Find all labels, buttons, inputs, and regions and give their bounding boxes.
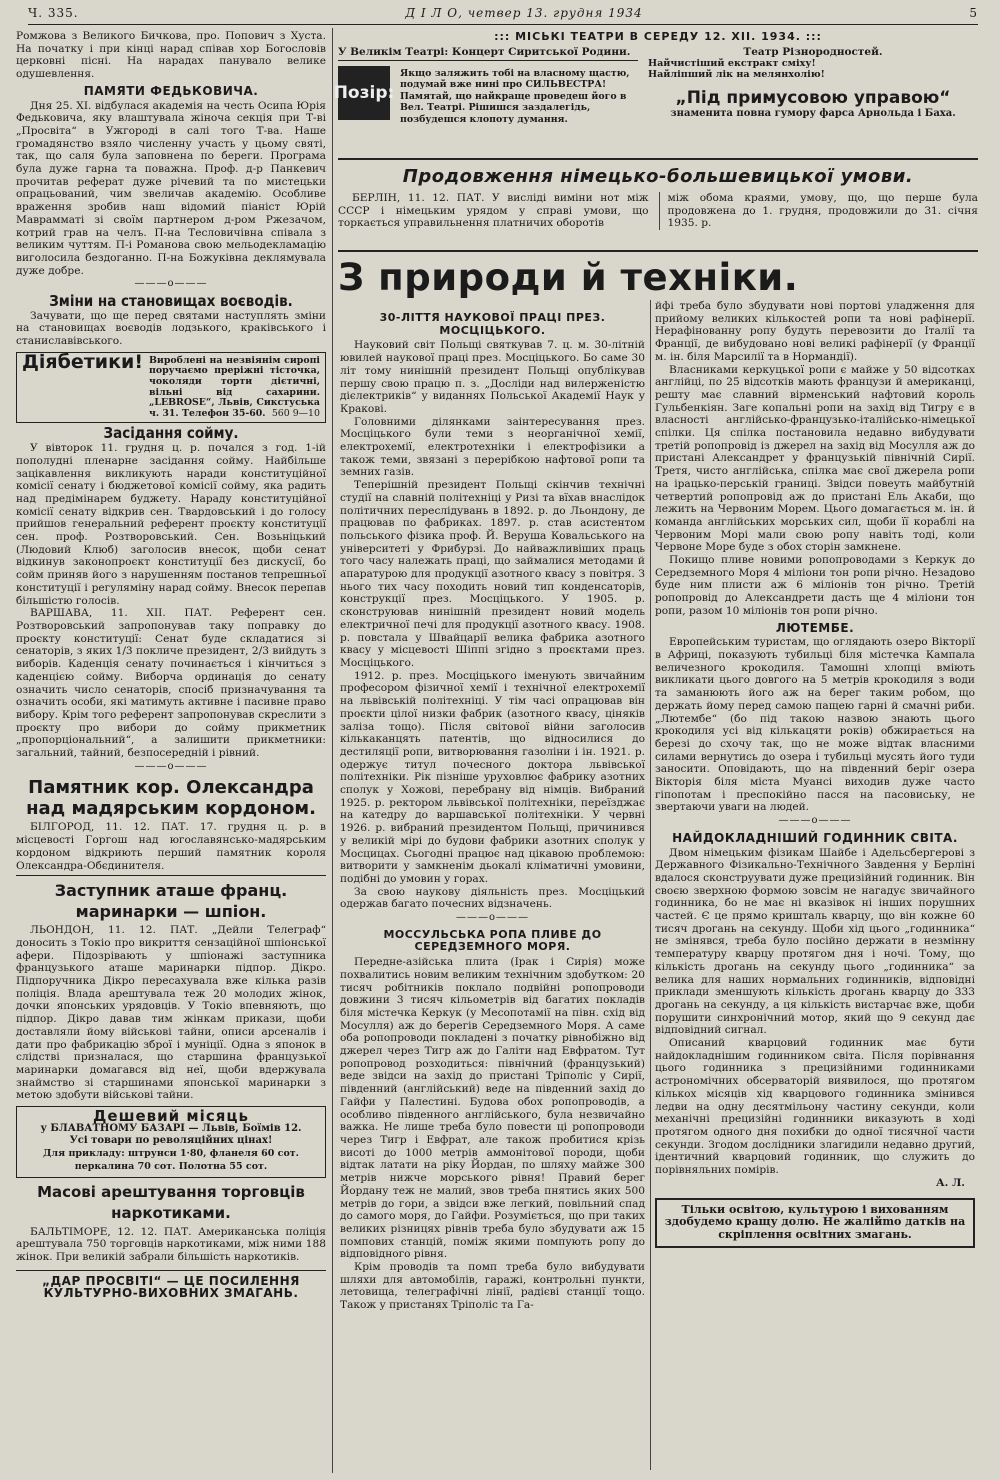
oil-text-continued-2: Власниками керкуцької ропи є майже у 50 відсотках англійці, по 25 відсотків мають французи й американці, решту має славний вірменський нафтовий король Гульбенкіян. Заге копальні ропи на захід від Тигру є в власності англійсько-французько-італійсько-німецької спілки. Ця спілка постановила недавно вибудувати третій ропопровід із джерел на захід від Мосулля аж до пристані Александрет у французькій північній Сирії. Третя, чисто англійська, спілка має свої джерела ропи на ірацько-перській границі. Звідси повеуть майбутній четвертий ропопровід аж до пристані Ель Акаби, що лежить на Червоним Морем. Цього домагається м. ін. й команда англійських морських сил, щоби її кораблі на Червоним Морі мали свою ропу навіть тоді, коли Червоне Море буде з обох сторін замкнене. [655,363,975,554]
bazaar-ad-title: Дешевий місяць [93,1107,249,1126]
zminy-text: Зачувати, що ще перед святами наступлять зміни на становищах воєводів лодзького, краківського і станиславівського. [16,309,326,348]
clock-signature: А. Л. [935,1176,965,1189]
variety-play-desc: знаменита повна гумору фарса Арнольда і Баха. [670,108,956,119]
masthead-date: Д І Л О, четвер 13. грудня 1934 [405,6,643,20]
separator: ———o——— [134,760,208,772]
page-header [28,2,978,25]
moscicki-text-1: Науковий світ Польщі святкував 7. ц. м. 30-літній ювилей наукової праці през. Мосціцького. Бо саме 30 літ тому нинішній президент Польщі опублікував першу свою працю п. з. „Досліди над вилерженістю дієлектриків“ у виданнях Польської Академії Наук у Кракові. [340,339,645,415]
moscicki-heading: 30-ЛІТТЯ НАУКОВОЇ ПРАЦІ ПРЕЗ. МОСЦІЦЬКОГО. [379,311,606,337]
divider [338,250,978,252]
moscicki-text-3: Теперішній президент Польщі скінчив технічні студії на славній політехніці у Ризі та вїхав внаслідок політичних переслідувань в 1892. р. до Льондону, де працював по фабриках. 1897. р. став асистентом польського фізика проф. Й. Веруша Ковальського на університеті у Фрибурзі. До найважливіших праць того часу належать праці, що займалися методами й апаратурою для продукції азотного квасу з повітря. З нього тих часу походить новий тип конденсаторів, конструкції през. Мосціцького. У 1905. р. сконструював нинішній президент новий модель електричної печі для продукції азотного квасу. 1908. р. повстала у Швайцарії велика фабрика азотного квасу у місцевості Шіппі згідно з проєктами през. Мосціцького. [340,479,645,669]
oil-text-continued-3: Покищо пливе новими ропопроводами з Керкук до Середземного Моря 4 мілiони тон ропи річно. Незадово буде ним плисти аж 6 міліонів тон річно. Третій ропопровід до Александрети дасть ще 4 мілiони тон ропи, разом 10 міліонів тон ропи річно. [655,554,975,617]
theatre-listings-title: ::: МІСЬКІ ТЕАТРИ В СЕРЕДУ 12. XII. 1934. ::: [494,30,822,43]
separator: ———o——— [134,278,208,290]
diabetics-ad-body: Вироблені на незвіянім сиропі поручаємо преріжні тісточка, чоколяди торти дієтичні, вільні від сахарини. „LEBROSE“, Львів, Сикстуська ч. 31. Телефон 35-60. [149,354,320,419]
pozir-label: Позір: [338,66,390,120]
oil-text-2: Крім проводів та помп треба було вибудувати шляхи для автомобілів, гаражі, контрольні пункти, летовища, телеграфічні лінії, радієві станції тощо. Також у пристанях Тріполіс та Га- [340,1261,645,1312]
moscicki-text-2: Головними ділянками заінтересування през. Мосціцького були теми з неорганічної хемії, електрохемії, електротехніки і електрофізики а також теми, звязані з перерібкою нафтової ропи та земних газів. [340,415,645,479]
oil-text-continued-1: йфі треба було збудувати нові портові уладження для прийому великих кількостей ропи та нові рафінерії. Нерафінованну ропу будуть перевозити до Італії та Франції, де вибудовано нові великі рафінерії (у Франції м. ін. біля Марсилії та в Нормандії). [655,300,975,363]
diabetics-ad-code: 560 9—10 [271,407,320,419]
oil-text-1: Передне-азійська плита (Ірак і Сирія) може похвалитись новим великим технічним здобутком: 20 тисяч робітників поклало подвійні ропопроводи довжини 3 тисяч кільометрів від багатих покладів біля містечка Керкук (у Месопотамії на півн. схід від Мосулля) аж до берегів Середземного Моря. А саме оба ропопроводи покладені з початку рівнобіжно від джерел через Тигр аж до Галіти над Евфратом. Тут ропопровод розходиться: північний (французький) веде звідси на захід до пристані Тріполіс у Сирії, південний (англійський) веде на південний захід до Гайфи у Палестині. Будова обох ропопроводів, а особливо південного англійського, була незвичайно важка. Не лише треба було повести ці ропопроводи через Тигр і Евфрат, але також пробитися крізь висоті до 1000 метрів аммонітової породи, щоби відтак латати на ріку Йордан, по шляху майже 300 метрів нижче морського рівня! Правий берег Йордану теж не малий, звов треба пнятись яких 500 метрів до гори, а звідси вже легкий, повільний спад до самого моря, до Гайфи. Розуміється, що при таких великих різницях рівнів треба було збудувати аж 15 помпових станцій, поміж якими помпують ропу до відповідного рівня. [340,956,645,1261]
seim-text-1: У вівторок 11. грудня ц. р. почался з год. 1-ій пополудні пленарне засідання сойму. Найбільше зацікавлення викликують наради конституційної комісії сенату і бюджетової комісії сойму, яка радить над предімінарем буджету. Нараду конституційної комісії сенату відкрив сен. Твардовський і до голосу прийшов генеральний референт проєкту конституції сен. проф. Розтворовський. Сен. Возьніцький (Людовий Клюб) заголосив внесок, щоби сенат відкинув законопроєкт конституції без дискусії, бо сойм приняв його з нарушенням постанов тепрешньої конституції і регуляміну нарад сойму. Внесок перепав більшістю голосів. [16,442,326,607]
spy-dateline: ЛЬОНДОН, 11. 12. ПАТ. [30,924,198,937]
column-3 [655,300,975,1468]
drugs-text-body: Американська поліція арештувала 750 торговців наркотиками, між ними 188 жінок. При великій забрали більшість наркотиків. [16,1225,326,1263]
pozir-text: Якщо заляжить тобі на власному щастю, подумай вже нині про СИЛЬВЕСТРА! Памятай, що найкраще проведеш його в Вел. Театрі. Рішишся заздалегідь, позбудешся клопоту думання. [400,68,630,125]
variety-play-title: „Під примусовою управою“ [675,88,951,108]
diabetics-ad [16,352,326,424]
variety-theatre-title: Театр Різнородностей. [743,46,883,58]
divider [16,1270,326,1271]
bazaar-ad-line-3: Для прикладу: штрунси 1·80, фланеля 60 сот. перкалина 70 сот. Полотна 55 сот. [42,1148,299,1172]
seim-dateline: ВАРШАВА, 11. XII. ПАТ. [30,607,213,620]
education-appeal-box: Тільки освітою, культурою і вихованням здобудемо кращу долю. Не жалійmo датків на скріплення освітних змагань. [655,1198,975,1248]
diabetics-ad-text [149,356,320,420]
treaty-text-right-para: між обома краями, умову, що, що перше була продовжена до 1. грудня, продовжили до 31. січня 1935. р. [667,192,978,230]
seim-text-2-body: Референт сен. Розтворовський запропонував таку поправку до проєкту конституції: Сенат буде складатися зі сенаторів, з яких 1/3 покличе президент, 2/3 вийдуть з виборів. Каденція сенату починається і кінчиться з каденцією сойму. Виборча ординація до сенату означить число сенаторів, спосіб призначування та означить особи, які матимуть активне і пасивне право вибору. Крім того референт запропонував скреслити з проєкту про вибори до сойму прикметник „пропорціональний“, а залишити прикметники: загальний, тайний, безпосередній і рівний. [16,607,326,760]
nature-tech-section-title: З природи й техніки. [338,256,799,299]
drugs-heading: Масові арештування торговців наркотиками. [37,1182,305,1222]
divider [16,875,326,876]
drugs-text [16,1226,326,1264]
spy-heading: Заступник аташе франц. маринарки — шпіон. [54,881,288,922]
clock-text-2: Описаний кварцовий годинник має бути найдокладнішим годинником світа. Після порівнання цього годинника з прецизійними годинниками астрономічних обсерваторій виявилося, що протягом кількох місяців хід кварцового годинника змінився ледви на одну десятмільону частину секунди, коли механічні прецизійні годинники виказують в ході протягом одного дня похибки до одної тисячної части секунди. Згодом дослідники злагидили недавно другий, ідентичний кварцовий годинник, що служить до порівняльних помірів. [655,1037,975,1177]
page-issue-number: Ч. 335. [28,6,79,20]
separator: ———o——— [455,912,530,924]
bazaar-ad-line-2: Усі товари по револяційних цінах! [69,1135,273,1147]
moscicki-text-4: 1912. р. през. Мосціцького іменують звичайним професором фізичної хемії і технічної електрохемії на львівській політехніці. У тім часі опрацював він проєкти цілої низки фабрик (азотного квасу, ціняків заліза тощо). Після світової війни заголосив кількаканцять патентів, що відносилися до дестиляції ропи, витворювання газоліни і ін. 1921. р. одержує титул почесного доктора львівської політехніки. Рік пізніше уруховлює фабрику азотних сполук у Хожові, перебрану від німців. Вибраний 1925. р. ректором львівської політехніки, переїзджає на катедру до варшавської політехніки. У червні 1926. р. вибраний президентом Польщі, причинився у великій мірі до будови фабрики азотних сполук у Мосцицах. Сьогодні працює над цікавою проблемою: витворити у замкненім дьокалі кліматичні умовини, подібні до умовин у горах. [340,669,645,885]
theatre-listings [333,30,978,152]
column-2 [340,308,645,1468]
zminy-heading: Зміни на становищах воєводів. [49,292,293,311]
divider [338,158,978,160]
lutembe-heading: ЛЮТЕМБЕ. [775,620,855,635]
spy-text-body: „Дейли Телеграф“ доносить з Токіо про викриття сензаційної шпіонської афери. Підозрівають у шпіонажі заступника французького аташе маринарки підпор. Дікро. Підпоручника Дікро пересахувала вже кілька разів поліція. Влада арештувала теж 20 молодих жінок, дочки японських урядовців. У Токіо впевняють, що підпор. Дікро давав тим жінкам прикази, щоби доставляли йому військові тайни, описи арсеналів і дати про фабрикацію зброї і муніції. Одна з японок в слідстві призналася, що старшина французької маринарки домагався від неї, щоби вдержувала знаймство зі старшинами японської маринарки з метою здобути військові тайни. [16,924,326,1102]
variety-line-1: Найчистіший екстракт сміху! [648,58,816,69]
oil-heading: МОССУЛЬСЬКА РОПА ПЛИВЕ ДО СЕРЕДЗЕМНОГО МОРЯ. [383,927,602,954]
treaty-heading: Продовження німецько-большевицької умови. [402,166,914,187]
spy-text [16,924,326,1102]
monument-text-body: 17. грудня ц. р. в місцевості Горгош над югославянсько-мадярським кордоном відкриють перший памятник короля Олександра-Обєдинителя. [16,821,326,872]
treaty-dateline: БЕРЛІН, 11. 12. ПАТ. [352,192,485,204]
variety-theatre-block [648,46,978,119]
treaty-text [338,192,978,230]
treaty-text-left-body: У вислідi виміни нот між СССР і німецьким урядом у справі умови, що торкається управильнення платничих оборотів [338,192,649,230]
treaty-headline-block [338,166,978,187]
seim-text-2 [16,607,326,759]
treaty-text-right [659,192,979,230]
monument-text [16,821,326,872]
moscicki-text-5: За свою наукову діяльність през. Мосціцький одержав багато почесних відзначень. [340,885,645,911]
lutembe-text: Европейським туристам, що оглядають озеро Вікторії в Африці, показують тубильці біля містечка Кампала величезного крокодиля. Тамошні хлопці вміють викликати цього довгого на 5 метрів крокодиля з води та заманюють його аж на берег таким робом, що держать йому перед самою пащею гарні й смачні риби. „Лютембе“ (бо під такою назвою знають цього крокодиля усі від кількацяти років) обжирається на березі до схочу так, що не може відтак власними силами вернутись до озера і тубильці мусять його туди заносити. Оповідають, що на південний беріг озера Вікторія біля міста Муансі виходив дуже часто гіпопотам і преспокійно пасся на пасовиську, не звертаючи уваги на людей. [655,636,975,814]
bazaar-ad-line-1: у БЛАВАТНОМУ БАЗАРІ — Львів, Боїмів 12. [40,1122,302,1134]
fedkovych-text: Дня 25. XI. відбулася академія на честь Осипа Юрія Федьковича, яку влаштувала жіноча секція при Т-ві „Просвіта“ в Ужгороді в салі того Т-ва. Наше громадянство взяло численну участь у цьому святі, так, що саля була заповнена по береги. Програма була дуже гарна та поважна. Проф. д-р Панкевич прочитав реферат дуже річевий та по мистецьки опрацьований, чим звеличав академію. Особливе враження зробив наш відомий піаніст Юрій Маврамматі зі своїм партнером д-ром Ржезачом, котрий грав на челъ. П-на Тесловичівна співала з великим чуттям. П-і Романова свою мельодекламацію виголосила бездоганно. П-на Божуківна деклямувала дуже добре. [16,99,326,277]
treaty-text-left [338,192,649,230]
seim-heading: Засідання сойму. [103,424,239,443]
drugs-dateline: БАЛЬТІМОРЕ, 12. 12. ПАТ. [30,1225,192,1238]
column-rule-1 [332,28,333,1473]
page-number: 5 [969,6,978,20]
grand-theatre-block [338,46,638,61]
column-rule-2 [650,300,651,1470]
diabetics-ad-title: Діябетики! [22,350,143,373]
fedkovych-heading: ПАМЯТИ ФЕДЬКОВИЧА. [83,83,259,98]
clock-heading: НАЙДОКЛАДНІШИЙ ГОДИННИК СВІТА. [672,830,958,845]
column-1 [16,30,326,1470]
treaty-text-left-para [338,192,649,230]
motto-heading: „ДАР ПРОСВІТІ“ — ЦЕ ПОСИЛЕННЯ КУЛЬТУРНО-ВИХОВНИХ ЗМАГАНЬ. [42,1273,300,1301]
intro-paragraph: Ромжова з Великого Бичкова, про. Попович з Хуста. На початку і при кінці нарад співав хор Богословів церковні пісні. На нарадах панувало велике одушевлення. [16,30,326,81]
bazaar-ad [16,1106,326,1178]
clock-text-1: Двом німецьким фізикам Шайбе і Адельсбергерові з Державного Фізикально-Технічного Завдення у Берліні вдалося сконструувати дуже прецизійний годинник. Він своєю зверхною формою зовсім не нагадує звичайного годинника, бо не має ні вказівок ні інших порушних частей. Є це прямо кришталь кварцу, що він кожне 60 тисяч дрогань на секунду. Щоби хід цього „годинника“ не змінявся, треба було посійно держати в незмінну температуру кварцу протягом дня і ночі. Тому, що кількість дрогань на секунду цього „годинника“ за велика для наших нормальних годинників, відповідні приклади зменшують кількість дрогань кварцу до 333 дрогань на секунду, а ця кількість вистарчає вже, щоби порушити синхронічний мотор, який що 9 секунд дає відповідний сигнал. [655,846,975,1037]
variety-line-2: Найліпший лік на мелянхолію! [648,69,825,80]
separator: ———o——— [778,815,852,827]
grand-theatre-concert: У Великім Театрі: Концерт Сиритської Родини. [338,46,638,61]
monument-heading: Памятник кор. Олександра над мадярським кордоном. [26,777,316,820]
monument-dateline: БІЛГОРОД, 11. 12. ПАТ. [30,821,189,834]
